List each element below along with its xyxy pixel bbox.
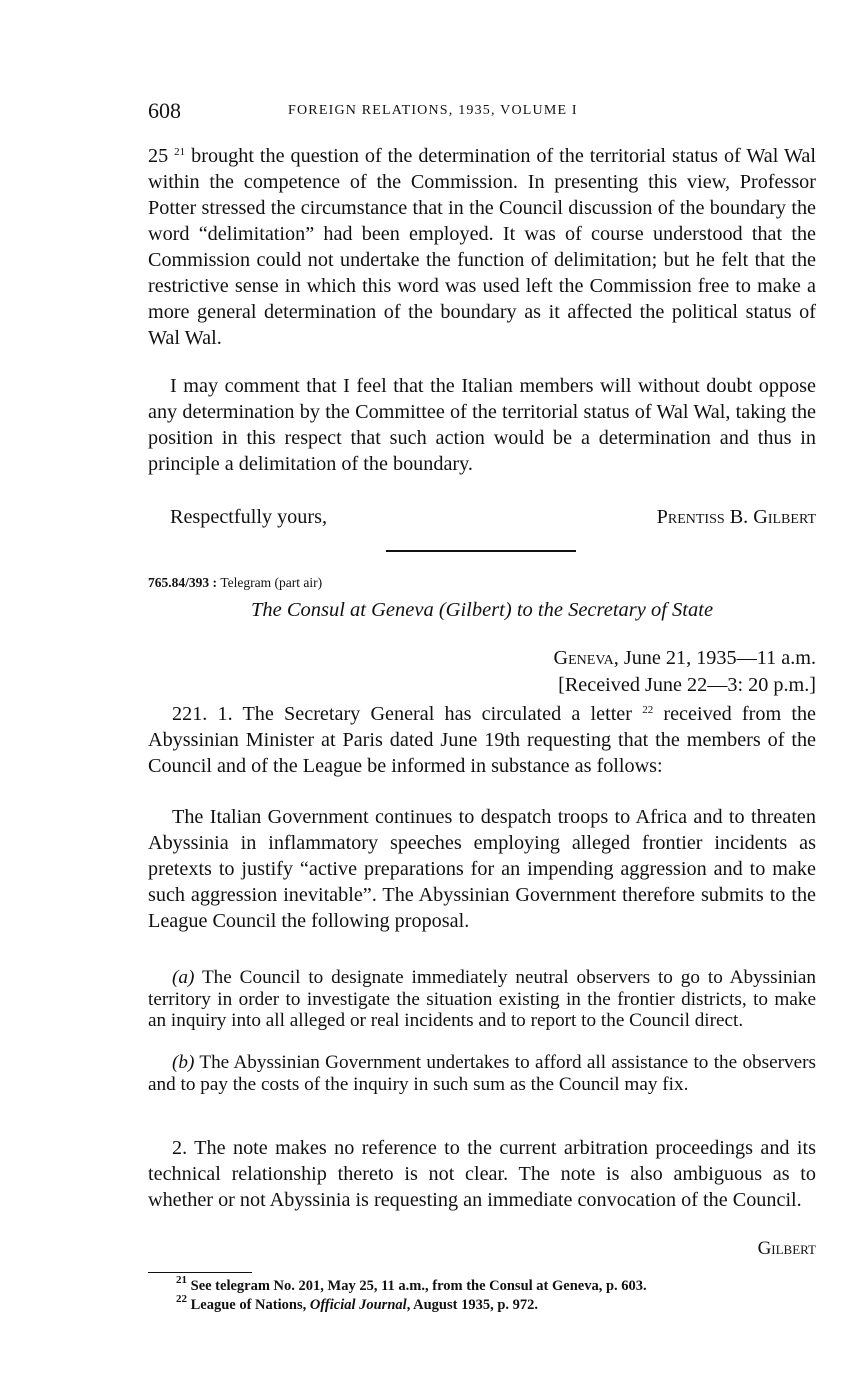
proposal-item-a	[148, 967, 816, 1032]
footnote-ref-21[interactable]: 21	[174, 146, 186, 158]
footnote-mark: 22	[176, 1293, 187, 1305]
file-number	[148, 575, 322, 591]
running-title: FOREIGN RELATIONS, 1935, VOLUME I	[288, 103, 578, 118]
paragraph-text: received from the Abyssinian Minister at Paris dated June 19th requesting that the members of the Council and of the League be informed in substance as follows:	[148, 703, 817, 777]
item-label: (a)	[172, 967, 195, 988]
dateline-date: , June 21, 1935—11 a.m.	[613, 647, 816, 669]
footnote-mark: 21	[176, 1274, 187, 1286]
item-text: The Abyssinian Government undertakes to afford all assistance to the observers and to pay the costs of the inquiry in such sum as the Council may fix.	[148, 1052, 816, 1095]
document-title: The Consul at Geneva (Gilbert) to the Secretary of State	[250, 599, 714, 621]
footnote-text-end: , August 1935, p. 972.	[406, 1297, 539, 1313]
page-header	[148, 98, 816, 126]
file-type-label: Telegram (part air)	[220, 575, 323, 590]
proposal-item-b	[148, 1052, 816, 1095]
footnote-divider	[148, 1272, 252, 1273]
received-line: [Received June 22—3: 20 p.m.]	[558, 674, 816, 696]
item-label: (b)	[172, 1052, 195, 1073]
footnote-text: See telegram No. 201, May 25, 11 a.m., from the Consul at Geneva, p. 603.	[190, 1278, 647, 1294]
paragraph-start: 25	[148, 145, 169, 167]
paragraph-2: 2. The note makes no reference to the current arbitration proceedings and its technical relationship thereto is not clear. The note is also ambiguous as to whether or not Abyssinia is requesting an immediate convocation of the Council.	[148, 1137, 816, 1211]
paragraph-continued	[148, 143, 816, 351]
closing-line: Respectfully yours,	[170, 506, 327, 528]
footnote-22	[176, 1293, 539, 1314]
page-number: 608	[148, 98, 181, 123]
journal-title: Official Journal	[309, 1297, 407, 1313]
paragraph-comment: I may comment that I feel that the Italian members will without doubt oppose any determination by the Committee of the territorial status of Wal Wal, taking the position in this respect that such action would be a determination and thus in principle a delimitation of the boundary.	[148, 375, 816, 475]
paragraph-text: brought the question of the determination of the territorial status of Wal Wal within the competence of the Commission. In presenting this view, Professor Potter stressed the circumstance that in the Council discussion of the boundary the word “delimitation” had been employed. It was of course understood that the Commission could not undertake the function of delimitation; but he felt that the restrictive sense in which this word was used left the Commission free to make a more general determination of the boundary as it affected the political status of Wal Wal.	[148, 145, 816, 349]
footnote-text: League of Nations,	[190, 1297, 307, 1313]
footnote-21	[176, 1274, 647, 1295]
paragraph-substance: The Italian Government continues to despatch troops to Africa and to threaten Abyssinia in inflammatory speeches employing alleged frontier incidents as pretexts to justify “active preparations for an impending aggression and to make such aggression inevitable”. The Abyssinian Government therefore submits to the League Council the following proposal.	[148, 806, 816, 932]
paragraph-1	[148, 701, 816, 779]
paragraph-start: 221. 1. The Secretary General has circulated a letter	[172, 703, 632, 725]
signature: Gilbert	[757, 1238, 816, 1259]
section-divider	[386, 550, 576, 552]
item-text: The Council to designate immediately neutral observers to go to Abyssinian territory in order to investigate the situation existing in the frontier districts, to make an inquiry into all alleged or real incidents and to report to the Council direct.	[148, 967, 816, 1031]
dateline-place: Geneva	[553, 647, 614, 669]
dateline	[554, 647, 816, 670]
file-number-value: 765.84/393 :	[148, 575, 217, 590]
signature: Prentiss B. Gilbert	[656, 506, 816, 528]
footnote-ref-22[interactable]: 22	[642, 704, 654, 716]
